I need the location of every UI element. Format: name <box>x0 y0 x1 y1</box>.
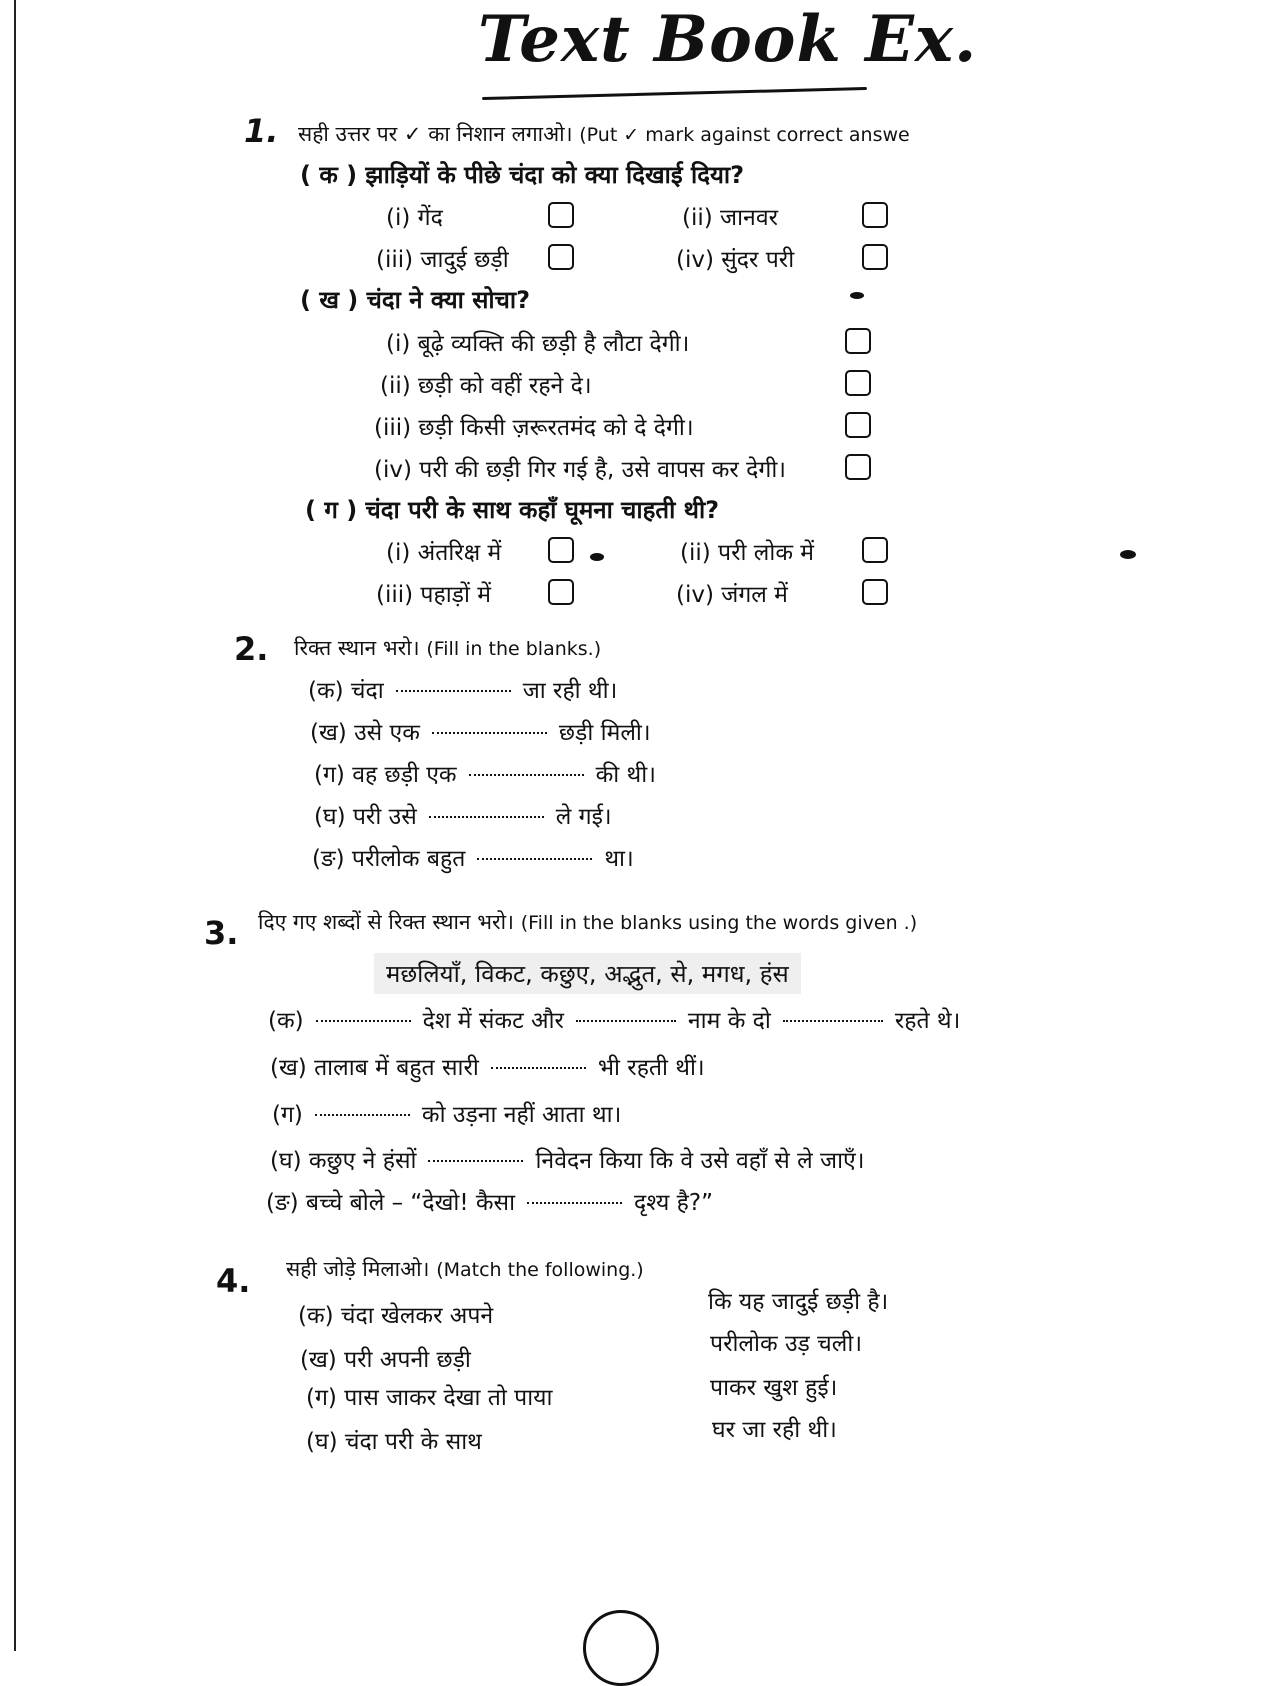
q1-ka-checkbox-1[interactable] <box>548 202 574 228</box>
blank-6[interactable] <box>428 1146 523 1162</box>
q1-instruction-hi: सही उत्तर पर ✓ का निशान लगाओ। <box>298 122 573 146</box>
page-number-circle <box>583 1610 659 1686</box>
q1-ga-checkbox-4[interactable] <box>862 579 888 605</box>
q4-number: 4. <box>216 1262 251 1300</box>
q1-kha-checkbox-1[interactable] <box>845 328 871 354</box>
blank-1[interactable] <box>316 1006 411 1022</box>
q3-line-4-b: निवेदन किया कि वे उसे वहाँ से ले जाएँ। <box>535 1148 865 1174</box>
q3-line-1-a: (क) <box>268 1008 304 1034</box>
q2-line-3 <box>314 757 656 789</box>
q1-kha-question: ( ख ) चंदा ने क्या सोचा? <box>300 286 531 314</box>
q3-line-2-a: (ख) तालाब में बहुत सारी <box>270 1055 479 1081</box>
q1-number: 1. <box>244 112 279 150</box>
q3-line-2-b: भी रहती थीं। <box>597 1055 705 1081</box>
q3-line-1-d: रहते थे। <box>894 1008 961 1034</box>
q4-left-4: (घ) चंदा परी के साथ <box>306 1429 482 1455</box>
blank-4[interactable] <box>429 802 544 818</box>
q2-number: 2. <box>234 630 269 668</box>
blank-2[interactable] <box>576 1006 676 1022</box>
blank-3[interactable] <box>783 1006 883 1022</box>
q1-ka-option-2: (ii) जानवर <box>682 205 779 231</box>
q4-instruction-en: (Match the following.) <box>436 1259 644 1281</box>
q4-instruction-hi: सही जोड़े मिलाओ। <box>286 1257 430 1281</box>
q1-instruction-en: (Put ✓ mark against correct answe <box>579 124 910 146</box>
q2-line-5-pre: (ङ) परीलोक बहुत <box>312 846 466 872</box>
q3-line-4-a: (घ) कछुए ने हंसों <box>270 1148 417 1174</box>
q1-ka-option-4: (iv) सुंदर परी <box>676 247 795 273</box>
q3-line-3 <box>272 1097 621 1129</box>
q4-left-3: (ग) पास जाकर देखा तो पाया <box>306 1385 553 1411</box>
q2-line-2-post: छड़ी मिली। <box>558 720 651 746</box>
q4-right-4: घर जा रही थी। <box>712 1417 837 1443</box>
q3-line-3-b: को उड़ना नहीं आता था। <box>421 1102 622 1128</box>
q4-left-1: (क) चंदा खेलकर अपने <box>298 1303 494 1329</box>
blank-7[interactable] <box>527 1188 622 1204</box>
q3-instruction-en: (Fill in the blanks using the words given .) <box>520 912 918 934</box>
q3-line-5-a: (ङ) बच्चे बोले – “देखो! कैसा <box>266 1190 516 1216</box>
q1-ga-option-4: (iv) जंगल में <box>676 582 788 608</box>
q4-left-2: (ख) परी अपनी छड़ी <box>300 1347 471 1373</box>
q3-line-3-a: (ग) <box>272 1102 303 1128</box>
q2-line-1 <box>308 673 617 705</box>
q2-line-1-pre: (क) चंदा <box>308 678 384 704</box>
ink-mark <box>1120 550 1136 559</box>
q2-line-1-post: जा रही थी। <box>522 678 618 704</box>
q1-ka-checkbox-2[interactable] <box>862 202 888 228</box>
q2-instruction-en: (Fill in the blanks.) <box>426 638 602 660</box>
q1-kha-checkbox-3[interactable] <box>845 412 871 438</box>
q3-line-1 <box>268 1003 960 1035</box>
q2-line-4-pre: (घ) परी उसे <box>314 804 417 830</box>
q2-instruction-hi: रिक्त स्थान भरो। <box>294 636 420 660</box>
q2-line-3-pre: (ग) वह छड़ी एक <box>314 762 457 788</box>
q3-line-4 <box>270 1143 864 1175</box>
q3-line-1-b: देश में संकट और <box>422 1008 564 1034</box>
q1-ka-option-1: (i) गेंद <box>386 205 443 231</box>
q4-right-2: परीलोक उड़ चली। <box>710 1331 863 1357</box>
q2-instruction <box>294 634 601 662</box>
q3-line-2 <box>270 1050 705 1082</box>
q1-kha-option-2: (ii) छड़ी को वहीं रहने दे। <box>380 373 592 399</box>
q1-kha-option-3: (iii) छड़ी किसी ज़रूरतमंद को दे देगी। <box>374 415 694 441</box>
blank-2[interactable] <box>432 718 547 734</box>
blank-5[interactable] <box>477 844 592 860</box>
q1-ka-option-3: (iii) जादुई छड़ी <box>376 247 509 273</box>
page-title: Text Book Ex. <box>478 2 978 77</box>
q1-kha-option-1: (i) बूढ़े व्यक्ति की छड़ी है लौटा देगी। <box>386 331 690 357</box>
q1-ga-checkbox-2[interactable] <box>862 537 888 563</box>
q3-line-5-b: दृश्य है?” <box>634 1190 714 1216</box>
q3-instruction <box>258 908 917 936</box>
q4-right-1: कि यह जादुई छड़ी है। <box>708 1289 889 1315</box>
ink-mark <box>850 292 864 299</box>
q1-kha-checkbox-2[interactable] <box>845 370 871 396</box>
blank-4[interactable] <box>491 1053 586 1069</box>
q1-ka-checkbox-3[interactable] <box>548 244 574 270</box>
blank-1[interactable] <box>396 676 511 692</box>
q1-kha-checkbox-4[interactable] <box>845 454 871 480</box>
q2-line-2-pre: (ख) उसे एक <box>310 720 420 746</box>
q1-ga-option-2: (ii) परी लोक में <box>680 540 815 566</box>
q3-line-1-c: नाम के दो <box>687 1008 771 1034</box>
q3-word-bank: मछलियाँ, विकट, कछुए, अद्भुत, से, मगध, हंस <box>374 953 801 994</box>
q1-ga-checkbox-3[interactable] <box>548 579 574 605</box>
q3-line-5 <box>266 1185 713 1217</box>
q1-ka-question: ( क ) झाड़ियों के पीछे चंदा को क्या दिखाई दिया? <box>300 161 745 189</box>
q1-ga-checkbox-1[interactable] <box>548 537 574 563</box>
title-underline <box>482 87 867 100</box>
blank-3[interactable] <box>469 760 584 776</box>
q1-ga-option-1: (i) अंतरिक्ष में <box>386 540 502 566</box>
q2-line-4 <box>314 799 612 831</box>
q4-right-3: पाकर खुश हुई। <box>710 1375 838 1401</box>
ink-mark <box>590 553 604 561</box>
q3-number: 3. <box>204 914 239 952</box>
blank-5[interactable] <box>315 1100 410 1116</box>
q1-kha-option-4: (iv) परी की छड़ी गिर गई है, उसे वापस कर देगी। <box>374 457 786 483</box>
q2-line-5 <box>312 841 634 873</box>
q1-ga-option-3: (iii) पहाड़ों में <box>376 582 491 608</box>
q4-instruction <box>286 1255 644 1283</box>
page-edge-line <box>14 0 16 1651</box>
q1-instruction <box>298 120 910 148</box>
q3-instruction-hi: दिए गए शब्दों से रिक्त स्थान भरो। <box>258 910 515 934</box>
q2-line-2 <box>310 715 651 747</box>
q2-line-4-post: ले गई। <box>555 804 612 830</box>
q1-ka-checkbox-4[interactable] <box>862 244 888 270</box>
q2-line-5-post: था। <box>604 846 634 872</box>
q2-line-3-post: की थी। <box>595 762 656 788</box>
q1-ga-question: ( ग ) चंदा परी के साथ कहाँ घूमना चाहती थी? <box>305 496 720 524</box>
